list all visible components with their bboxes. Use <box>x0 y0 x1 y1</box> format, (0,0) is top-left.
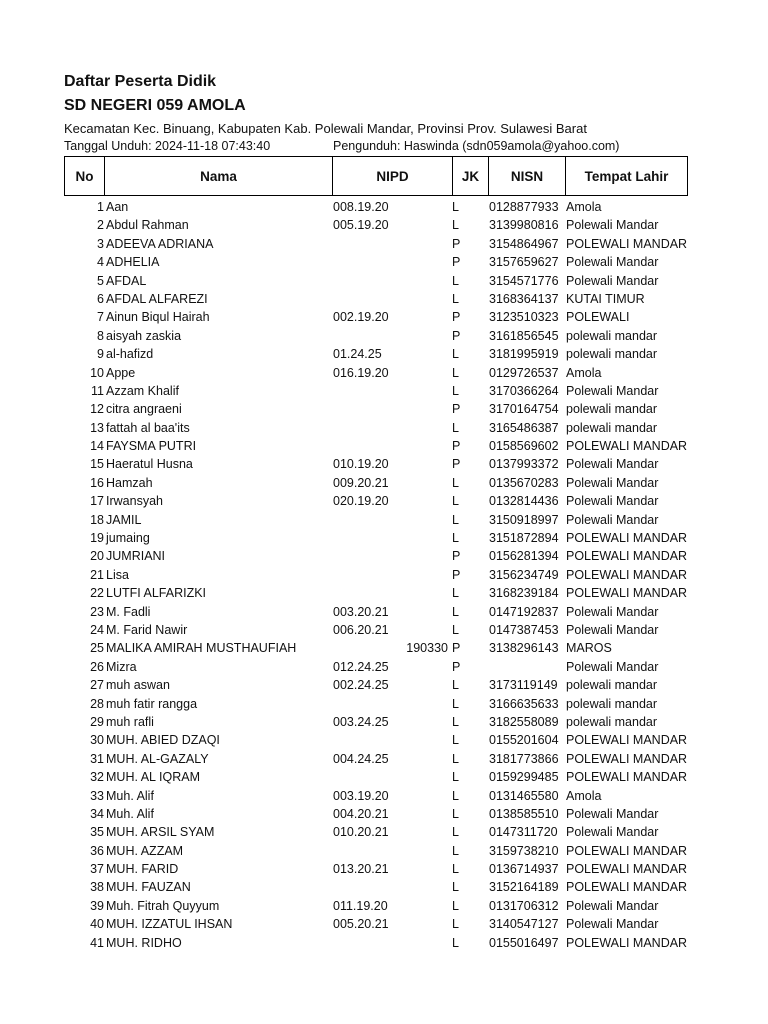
cell-nisn: 3168239184 <box>489 586 559 601</box>
cell-tempat-lahir: POLEWALI MANDAR <box>566 935 688 950</box>
cell-tempat-lahir: polewali mandar <box>566 328 658 343</box>
cell-nisn: 3181995919 <box>489 347 559 362</box>
cell-nipd: 005.20.21 <box>333 917 389 932</box>
cell-nama: AFDAL ALFAREZI <box>106 291 208 306</box>
cell-nisn: 3123510323 <box>489 310 559 325</box>
cell-no: 14 <box>90 439 104 454</box>
cell-nisn: 3170164754 <box>489 402 559 417</box>
cell-tempat-lahir: Polewali Mandar <box>566 512 659 527</box>
cell-no: 34 <box>90 806 104 821</box>
cell-nisn: 0155201604 <box>489 733 559 748</box>
table-row <box>0 787 768 805</box>
cell-jk: L <box>452 843 459 858</box>
cell-nisn: 0156281394 <box>489 549 559 564</box>
cell-nama: Aan <box>106 200 129 214</box>
cell-nisn: 3152164189 <box>489 880 559 895</box>
cell-nipd: 009.20.21 <box>333 475 389 490</box>
cell-nama: Muh. Alif <box>106 788 154 803</box>
cell-tempat-lahir: Polewali Mandar <box>566 218 659 233</box>
cell-jk: L <box>452 917 459 932</box>
table-row <box>0 823 768 841</box>
table-row <box>0 290 768 308</box>
cell-nama: Ainun Biqul Hairah <box>106 310 210 325</box>
cell-nama: Abdul Rahman <box>106 218 189 233</box>
cell-tempat-lahir: Polewali Mandar <box>566 494 659 509</box>
cell-nama: citra angraeni <box>106 402 182 417</box>
table-row <box>0 511 768 529</box>
cell-tempat-lahir: Polewali Mandar <box>566 825 659 840</box>
cell-nisn: 3151872894 <box>489 531 559 546</box>
cell-jk: P <box>452 236 461 251</box>
cell-tempat-lahir: Polewali Mandar <box>566 806 659 821</box>
table-row <box>0 198 768 216</box>
cell-no: 36 <box>90 843 104 858</box>
cell-no: 35 <box>90 825 104 840</box>
cell-no: 1 <box>97 200 104 214</box>
table-row <box>0 364 768 382</box>
cell-no: 32 <box>90 770 104 785</box>
cell-nipd: 003.19.20 <box>333 788 389 803</box>
cell-nisn: 0129726537 <box>489 365 559 380</box>
cell-jk: L <box>452 291 459 306</box>
cell-nisn: 3154864967 <box>489 236 559 251</box>
cell-tempat-lahir: POLEWALI MANDAR <box>566 843 688 858</box>
cell-nipd: 004.24.25 <box>333 751 389 766</box>
table-row <box>0 419 768 437</box>
cell-nama: Haeratul Husna <box>106 457 193 472</box>
cell-tempat-lahir: POLEWALI MANDAR <box>566 549 688 564</box>
cell-jk: L <box>452 935 459 950</box>
table-row <box>0 915 768 933</box>
cell-jk: L <box>452 200 459 214</box>
table-row <box>0 603 768 621</box>
cell-jk: L <box>452 531 459 546</box>
cell-nama: AFDAL <box>106 273 147 288</box>
cell-nisn: 3168364137 <box>489 291 559 306</box>
downloader-info: Pengunduh: Haswinda (sdn059amola@yahoo.com) <box>333 139 620 153</box>
download-date: Tanggal Unduh: 2024-11-18 07:43:40 <box>64 139 271 153</box>
cell-tempat-lahir: POLEWALI MANDAR <box>566 586 688 601</box>
cell-nisn: 0158569602 <box>489 439 559 454</box>
cell-nisn: 3156234749 <box>489 567 559 582</box>
cell-tempat-lahir: POLEWALI MANDAR <box>566 733 688 748</box>
cell-no: 11 <box>91 383 104 398</box>
cell-no: 20 <box>90 549 104 564</box>
cell-no: 10 <box>90 365 104 380</box>
table-row <box>0 547 768 565</box>
cell-no: 19 <box>90 531 104 546</box>
cell-nisn: 0132814436 <box>489 494 559 509</box>
table-row <box>0 750 768 768</box>
cell-jk: P <box>452 659 461 674</box>
cell-no: 21 <box>90 567 104 582</box>
cell-nama: MALIKA AMIRAH MUSTHAUFIAH <box>106 641 297 656</box>
school-name: SD NEGERI 059 AMOLA <box>64 97 246 114</box>
cell-nama: M. Fadli <box>106 604 151 619</box>
table-row <box>0 842 768 860</box>
cell-nipd: 010.19.20 <box>333 457 389 472</box>
table-row <box>0 216 768 234</box>
cell-tempat-lahir: Polewali Mandar <box>566 457 659 472</box>
cell-nama: MUH. RIDHO <box>106 935 182 950</box>
cell-nisn: 3139980816 <box>489 218 559 233</box>
table-row <box>0 897 768 915</box>
cell-nama: Muh. Fitrah Quyyum <box>106 898 220 913</box>
cell-nisn: 0147311720 <box>489 825 558 840</box>
cell-nama: LUTFI ALFARIZKI <box>106 586 207 601</box>
cell-nisn: 3173119149 <box>489 678 558 693</box>
cell-nama: Mizra <box>106 659 137 674</box>
cell-nama: JAMIL <box>106 512 142 527</box>
cell-nipd: 01.24.25 <box>333 347 382 362</box>
cell-jk: L <box>452 475 459 490</box>
cell-tempat-lahir: polewali mandar <box>566 420 658 435</box>
cell-tempat-lahir: Polewali Mandar <box>566 917 659 932</box>
cell-nama: MUH. FAUZAN <box>106 880 191 895</box>
cell-tempat-lahir: POLEWALI MANDAR <box>566 236 688 251</box>
cell-jk: L <box>452 494 459 509</box>
cell-nama: Irwansyah <box>106 494 163 509</box>
cell-tempat-lahir: POLEWALI <box>566 310 630 325</box>
table-row <box>0 658 768 676</box>
cell-tempat-lahir: POLEWALI MANDAR <box>566 567 688 582</box>
cell-nipd: 005.19.20 <box>333 218 389 233</box>
cell-nama: JUMRIANI <box>106 549 166 564</box>
cell-tempat-lahir: polewali mandar <box>566 714 658 729</box>
cell-no: 33 <box>90 788 104 803</box>
cell-no: 38 <box>90 880 104 895</box>
cell-tempat-lahir: POLEWALI MANDAR <box>566 751 688 766</box>
cell-jk: P <box>452 439 461 454</box>
table-row <box>0 621 768 639</box>
cell-nisn: 3161856545 <box>489 328 559 343</box>
cell-nisn: 3170366264 <box>489 383 559 398</box>
cell-tempat-lahir: POLEWALI MANDAR <box>566 531 688 546</box>
cell-no: 7 <box>97 310 104 325</box>
cell-tempat-lahir: Polewali Mandar <box>566 383 659 398</box>
cell-nisn: 3165486387 <box>489 420 559 435</box>
cell-nisn: 0131706312 <box>489 898 559 913</box>
cell-nama: MUH. FARID <box>106 862 179 877</box>
table-row <box>0 437 768 455</box>
cell-tempat-lahir: Polewali Mandar <box>566 604 659 619</box>
cell-jk: L <box>452 751 459 766</box>
cell-nama: Lisa <box>106 567 129 582</box>
cell-no: 2 <box>97 218 104 233</box>
cell-nipd: 008.19.20 <box>333 200 389 214</box>
cell-nama: muh fatir rangga <box>106 696 198 711</box>
cell-jk: L <box>452 696 459 711</box>
cell-no: 41 <box>90 935 104 950</box>
table-row <box>0 878 768 896</box>
cell-jk: L <box>452 347 459 362</box>
cell-nisn: 0131465580 <box>489 788 559 803</box>
cell-nipd: 010.20.21 <box>333 825 389 840</box>
cell-tempat-lahir: polewali mandar <box>566 347 658 362</box>
table-row <box>0 768 768 786</box>
cell-jk: L <box>452 622 459 637</box>
cell-nipd: 012.24.25 <box>333 659 389 674</box>
cell-no: 31 <box>90 751 104 766</box>
cell-tempat-lahir: polewali mandar <box>566 402 658 417</box>
table-row <box>0 731 768 749</box>
table-row <box>0 566 768 584</box>
cell-jk: L <box>452 788 459 803</box>
cell-nisn: 0135670283 <box>489 475 559 490</box>
document-title: Daftar Peserta Didik <box>64 73 217 90</box>
cell-nama: Appe <box>106 365 136 380</box>
cell-nisn: 3159738210 <box>489 843 559 858</box>
cell-nisn: 0136714937 <box>489 862 559 877</box>
cell-tempat-lahir: POLEWALI MANDAR <box>566 770 688 785</box>
cell-nisn: 0138585510 <box>489 806 559 821</box>
cell-nisn: 3140547127 <box>489 917 559 932</box>
cell-no: 12 <box>90 402 104 417</box>
cell-no: 6 <box>97 291 104 306</box>
cell-jk: L <box>452 604 459 619</box>
cell-jk: L <box>452 420 459 435</box>
table-row <box>0 308 768 326</box>
cell-no: 15 <box>90 457 104 472</box>
cell-nama: MUH. AL-GAZALY <box>106 751 209 766</box>
table-row <box>0 327 768 345</box>
cell-nama: aisyah zaskia <box>106 328 182 343</box>
cell-no: 37 <box>90 862 104 877</box>
cell-no: 22 <box>90 586 104 601</box>
header-nama: Nama <box>104 156 332 196</box>
cell-tempat-lahir: Polewali Mandar <box>566 273 659 288</box>
cell-nama: FAYSMA PUTRI <box>106 439 197 454</box>
cell-nama: muh aswan <box>106 678 170 693</box>
cell-nisn: 3154571776 <box>489 273 559 288</box>
table-row <box>0 235 768 253</box>
cell-nama: MUH. AL IQRAM <box>106 770 200 785</box>
cell-no: 26 <box>90 659 104 674</box>
cell-jk: P <box>452 567 461 582</box>
cell-jk: P <box>452 310 461 325</box>
school-address: Kecamatan Kec. Binuang, Kabupaten Kab. Polewali Mandar, Provinsi Prov. Sulawesi Barat <box>64 121 587 136</box>
cell-nama: fattah al baa'its <box>106 420 190 435</box>
cell-nama: Hamzah <box>106 475 153 490</box>
cell-tempat-lahir: Polewali Mandar <box>566 898 659 913</box>
cell-tempat-lahir: POLEWALI MANDAR <box>566 862 688 877</box>
cell-jk: L <box>452 365 459 380</box>
cell-no: 3 <box>97 236 104 251</box>
cell-nama: MUH. IZZATUL IHSAN <box>106 917 233 932</box>
table-row <box>0 805 768 823</box>
cell-no: 39 <box>90 898 104 913</box>
cell-tempat-lahir: polewali mandar <box>566 696 658 711</box>
cell-jk: L <box>452 770 459 785</box>
header-nipd: NIPD <box>332 156 452 196</box>
table-row <box>0 382 768 400</box>
cell-nipd: 020.19.20 <box>333 494 389 509</box>
table-row <box>0 492 768 510</box>
header-no: No <box>64 156 104 196</box>
table-row <box>0 713 768 731</box>
cell-jk: P <box>452 402 461 417</box>
cell-jk: P <box>452 255 461 270</box>
cell-no: 29 <box>90 714 104 729</box>
cell-nisn: 3157659627 <box>489 255 559 270</box>
cell-nama: MUH. ARSIL SYAM <box>106 825 215 840</box>
table-row <box>0 695 768 713</box>
cell-jk: L <box>452 586 459 601</box>
cell-nisn: 0159299485 <box>489 770 559 785</box>
cell-no: 25 <box>90 641 104 656</box>
cell-nisn: 3166635633 <box>489 696 559 711</box>
cell-tempat-lahir: POLEWALI MANDAR <box>566 880 688 895</box>
table-row <box>0 860 768 878</box>
cell-jk: L <box>452 678 459 693</box>
cell-nipd: 006.20.21 <box>333 622 389 637</box>
cell-nipd: 190330 <box>406 641 448 656</box>
cell-no: 28 <box>90 696 104 711</box>
cell-no: 4 <box>97 255 104 270</box>
cell-tempat-lahir: KUTAI TIMUR <box>566 291 645 306</box>
cell-tempat-lahir: MAROS <box>566 641 612 656</box>
cell-no: 17 <box>90 494 104 509</box>
cell-jk: L <box>452 880 459 895</box>
cell-nisn: 3182558089 <box>489 714 559 729</box>
cell-jk: L <box>452 898 459 913</box>
cell-nama: MUH. ABIED DZAQI <box>106 733 220 748</box>
cell-no: 5 <box>97 273 104 288</box>
cell-tempat-lahir: Polewali Mandar <box>566 659 659 674</box>
cell-nama: al-hafizd <box>106 347 154 362</box>
table-row <box>0 253 768 271</box>
table-row <box>0 529 768 547</box>
student-table-body <box>0 198 768 952</box>
cell-nama: ADEEVA ADRIANA <box>106 236 214 251</box>
cell-nipd: 003.24.25 <box>333 714 389 729</box>
table-row <box>0 474 768 492</box>
cell-nama: M. Farid Nawir <box>106 622 188 637</box>
cell-nama: ADHELIA <box>106 255 160 270</box>
cell-no: 13 <box>90 420 104 435</box>
cell-tempat-lahir: Polewali Mandar <box>566 622 659 637</box>
table-row <box>0 400 768 418</box>
table-row <box>0 345 768 363</box>
cell-tempat-lahir: POLEWALI MANDAR <box>566 439 688 454</box>
cell-no: 30 <box>90 733 104 748</box>
cell-nama: Muh. Alif <box>106 806 154 821</box>
cell-nisn: 3150918997 <box>489 512 559 527</box>
table-row <box>0 584 768 602</box>
header-tempat-lahir: Tempat Lahir <box>565 156 688 196</box>
cell-tempat-lahir: polewali mandar <box>566 678 658 693</box>
cell-jk: L <box>452 733 459 748</box>
cell-nama: Azzam Khalif <box>106 383 179 398</box>
cell-tempat-lahir: Polewali Mandar <box>566 255 659 270</box>
cell-jk: P <box>452 641 461 656</box>
cell-no: 8 <box>97 328 104 343</box>
cell-no: 40 <box>90 917 104 932</box>
cell-nipd: 016.19.20 <box>333 365 389 380</box>
cell-nama: jumaing <box>106 531 150 546</box>
cell-jk: L <box>452 512 459 527</box>
cell-nipd: 002.19.20 <box>333 310 389 325</box>
cell-jk: L <box>452 273 459 288</box>
cell-nama: muh rafli <box>106 714 154 729</box>
table-row <box>0 272 768 290</box>
cell-nisn: 3138296143 <box>489 641 559 656</box>
cell-nipd: 004.20.21 <box>333 806 389 821</box>
cell-nisn: 0155016497 <box>489 935 559 950</box>
cell-nipd: 013.20.21 <box>333 862 389 877</box>
cell-tempat-lahir: Amola <box>566 200 602 214</box>
cell-nisn: 0137993372 <box>489 457 559 472</box>
cell-no: 23 <box>90 604 104 619</box>
cell-no: 16 <box>90 475 104 490</box>
cell-nisn: 0147192837 <box>489 604 559 619</box>
header-jk: JK <box>452 156 488 196</box>
cell-jk: L <box>452 383 459 398</box>
cell-tempat-lahir: Polewali Mandar <box>566 475 659 490</box>
cell-nisn: 0147387453 <box>489 622 559 637</box>
table-row <box>0 455 768 473</box>
cell-nipd: 003.20.21 <box>333 604 389 619</box>
cell-nisn: 0128877933 <box>489 200 559 214</box>
cell-jk: L <box>452 862 459 877</box>
header-nisn: NISN <box>488 156 565 196</box>
table-row <box>0 934 768 952</box>
cell-tempat-lahir: Amola <box>566 365 602 380</box>
cell-jk: L <box>452 806 459 821</box>
cell-nipd: 002.24.25 <box>333 678 389 693</box>
cell-jk: L <box>452 714 459 729</box>
cell-jk: P <box>452 328 461 343</box>
table-row <box>0 639 768 657</box>
cell-jk: L <box>452 825 459 840</box>
cell-tempat-lahir: Amola <box>566 788 602 803</box>
cell-no: 18 <box>90 512 104 527</box>
cell-nisn: 3181773866 <box>489 751 559 766</box>
cell-no: 27 <box>90 678 104 693</box>
cell-jk: L <box>452 218 459 233</box>
cell-jk: P <box>452 549 461 564</box>
cell-nama: MUH. AZZAM <box>106 843 184 858</box>
table-row <box>0 676 768 694</box>
cell-jk: P <box>452 457 461 472</box>
cell-nipd: 011.19.20 <box>333 898 388 913</box>
cell-no: 24 <box>90 622 104 637</box>
cell-no: 9 <box>97 347 104 362</box>
